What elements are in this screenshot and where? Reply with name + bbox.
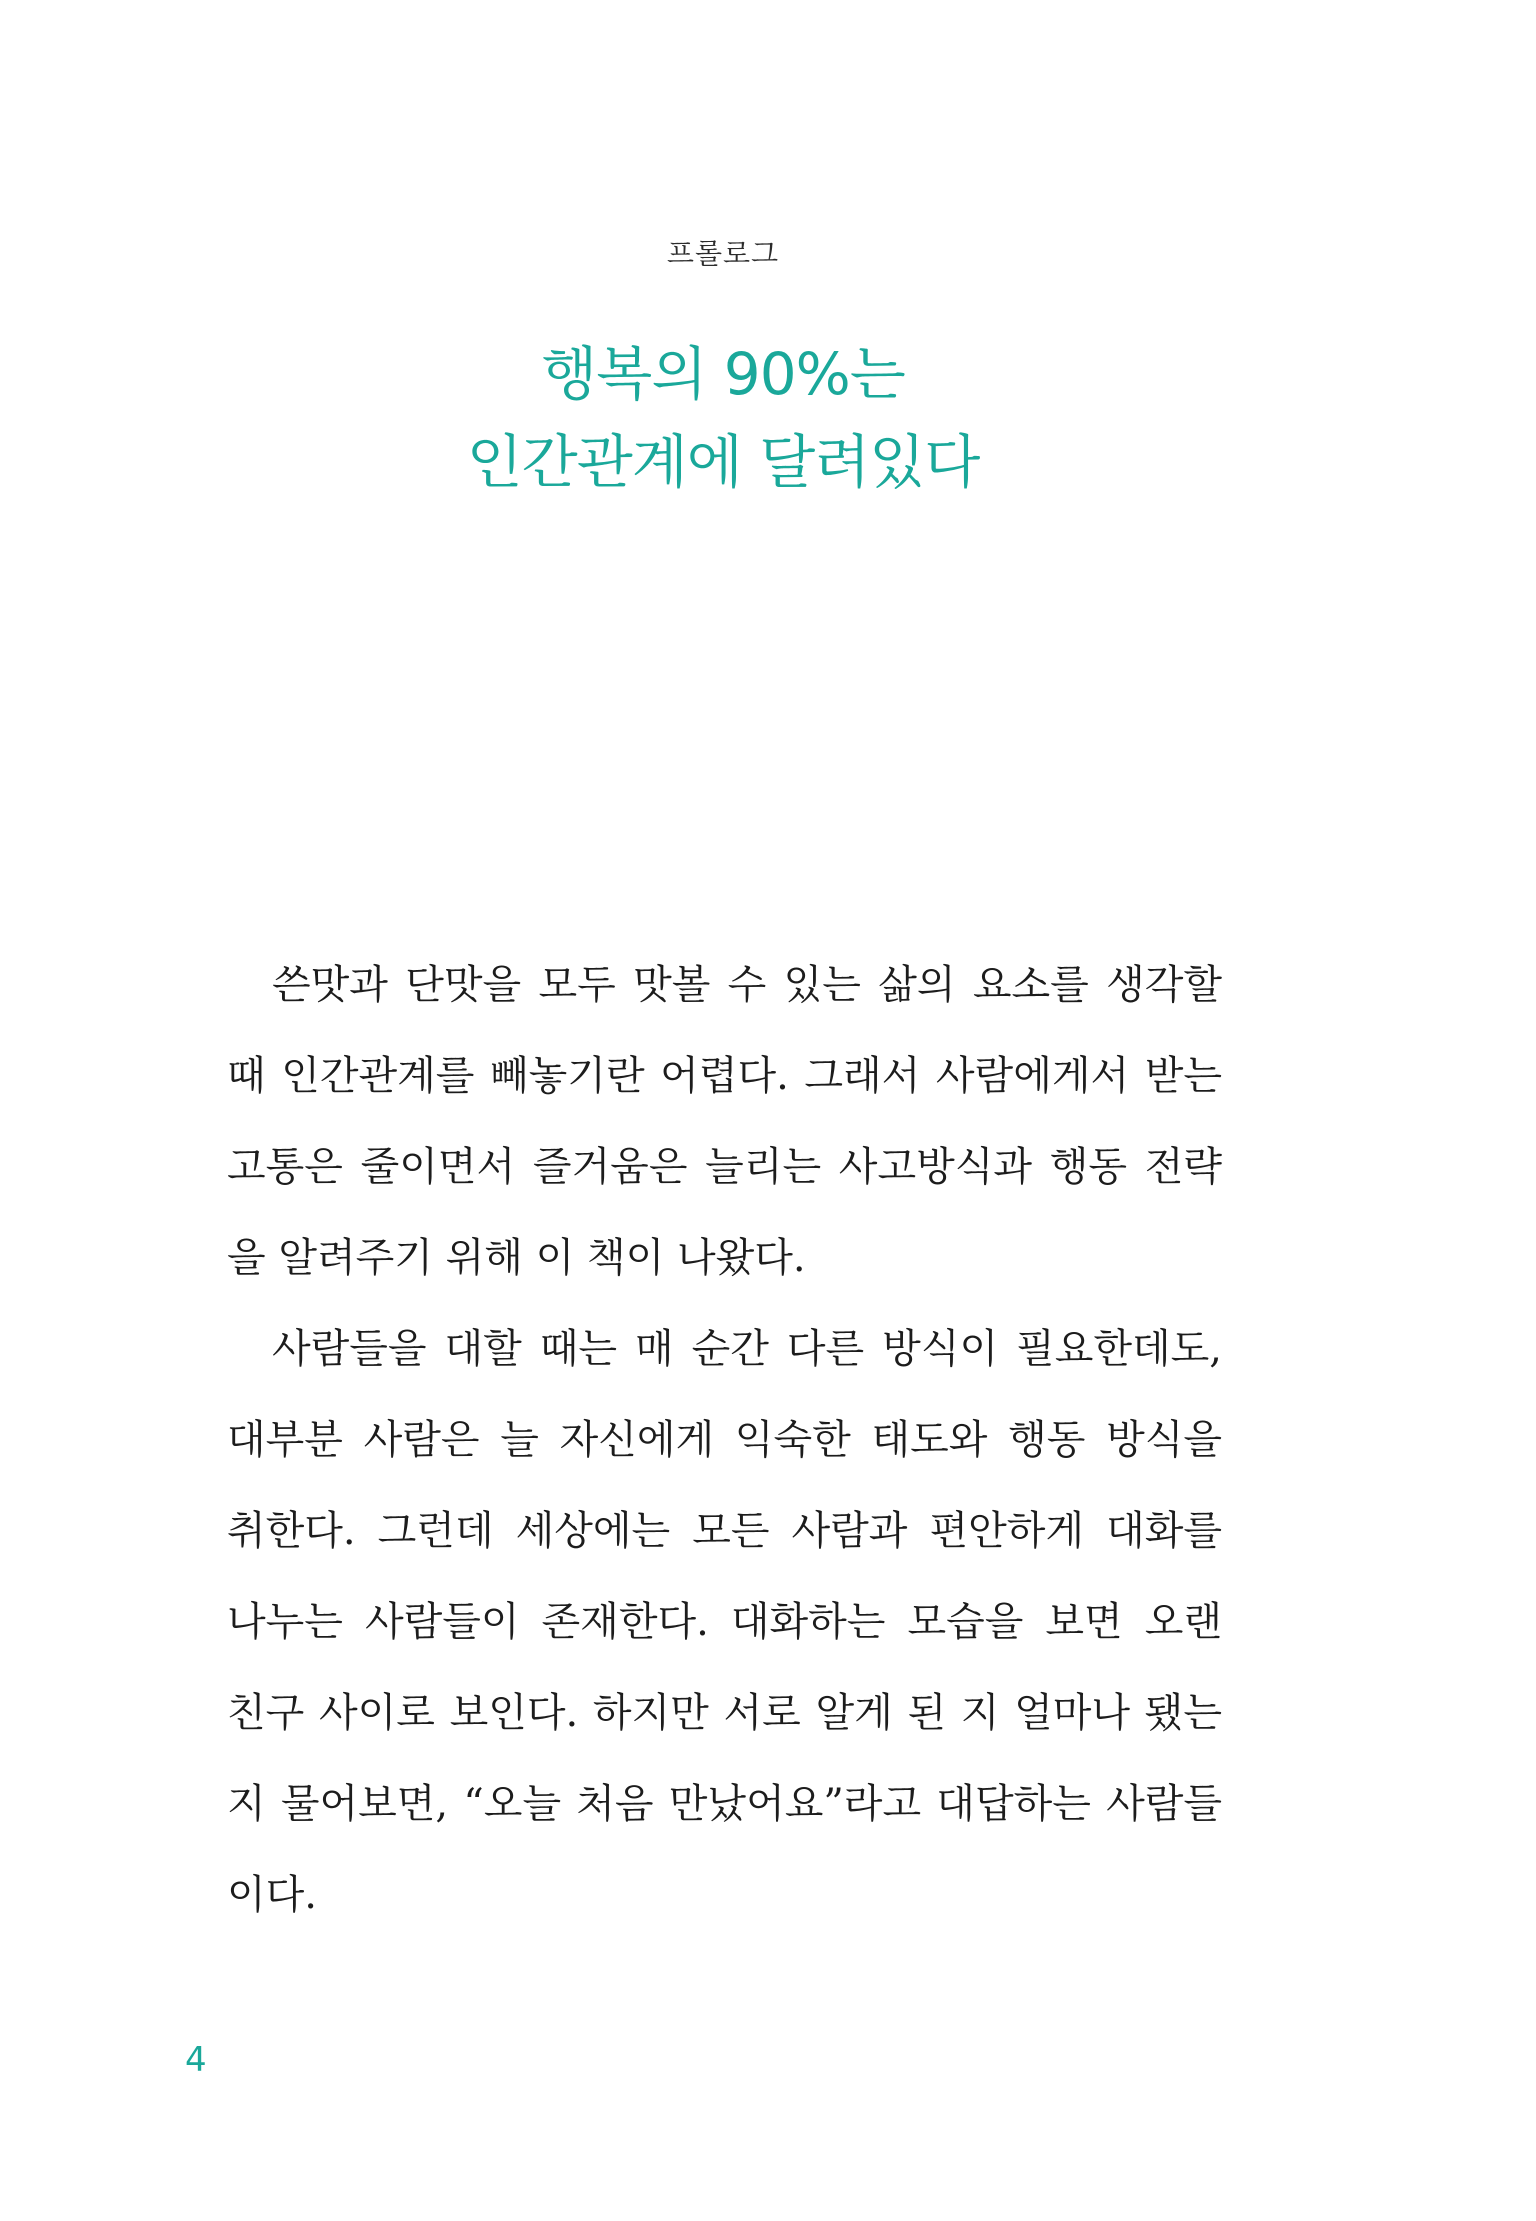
chapter-title-line-2: 인간관계에 달려있다 xyxy=(466,428,980,496)
page-number: 4 xyxy=(185,2040,207,2080)
paragraph-2-line-7: 이다. xyxy=(227,1872,317,1918)
paragraph-2-line-6: 지 물어보면, “오늘 처음 만났어요”라고 대답하는 사람들 xyxy=(227,1781,1222,1827)
paragraph-2-line-4: 나누는 사람들이 존재한다. 대화하는 모습을 보면 오랜 xyxy=(227,1599,1222,1645)
section-label: 프롤로그 xyxy=(666,237,780,270)
paragraph-1-line-3: 고통은 줄이면서 즐거움은 늘리는 사고방식과 행동 전략 xyxy=(227,1144,1222,1190)
chapter-title xyxy=(0,330,1446,506)
paragraph-1-line-1: 쓴맛과 단맛을 모두 맛볼 수 있는 삶의 요소를 생각할 xyxy=(272,962,1222,1008)
paragraph-2-line-5: 친구 사이로 보인다. 하지만 서로 알게 된 지 얼마나 됐는 xyxy=(227,1690,1222,1736)
paragraph-1-line-2: 때 인간관계를 빼놓기란 어렵다. 그래서 사람에게서 받는 xyxy=(227,1053,1222,1099)
paragraph-1-line-4: 을 알려주기 위해 이 책이 나왔다. xyxy=(227,1235,806,1281)
paragraph-2-line-3: 취한다. 그런데 세상에는 모든 사람과 편안하게 대화를 xyxy=(227,1508,1222,1554)
chapter-title-line-1: 행복의 90%는 xyxy=(541,340,905,408)
paragraph-2-line-1: 사람들을 대할 때는 매 순간 다른 방식이 필요한데도, xyxy=(272,1326,1222,1372)
body-text xyxy=(227,940,1222,1941)
paragraph-2-line-2: 대부분 사람은 늘 자신에게 익숙한 태도와 행동 방식을 xyxy=(227,1417,1222,1463)
